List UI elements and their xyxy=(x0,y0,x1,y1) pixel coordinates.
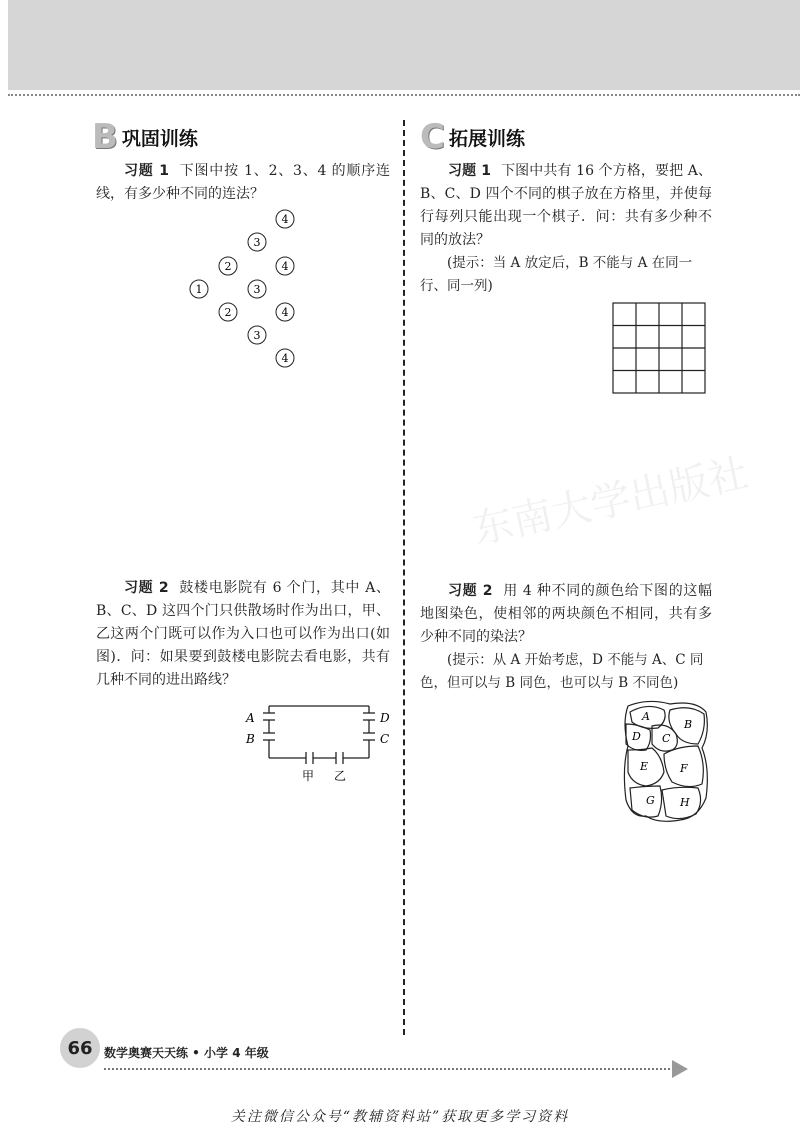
region-a-label: A xyxy=(642,710,650,723)
section-b-title: 巩固训练 xyxy=(121,127,198,150)
right-problem-2-text: 用 4 种不同的颜色给下图的这幅地图染色，使相邻的两块颜色不相同，共有多少种不同的染法？ xyxy=(420,583,712,645)
header-divider xyxy=(8,94,800,96)
connect-numbers-diagram xyxy=(180,205,310,375)
right-problem-1-hint: (提示：当 A 放定后，B 不能与 A 在同一行、同一列) xyxy=(420,255,693,294)
left-problem-2 xyxy=(96,577,390,692)
diagram-node xyxy=(276,349,294,367)
diagram-node xyxy=(276,303,294,321)
svg-text:3: 3 xyxy=(253,283,261,296)
bottom-note: 关注微信公众号“教辅资料站”获取更多学习资料 xyxy=(230,1109,570,1125)
svg-text:4: 4 xyxy=(281,352,289,365)
section-c-heading xyxy=(420,117,525,157)
footer-divider xyxy=(104,1068,674,1070)
region-e-label: E xyxy=(640,760,649,773)
diagram-node xyxy=(190,280,208,298)
publisher-watermark: 东南大学出版社 xyxy=(469,450,753,554)
diagram-node xyxy=(248,280,266,298)
right-problem-2-hint: (提示：从 A 开始考虑，D 不能与 A、C 同色，但可以与 B 同色，也可以与 B 不同色) xyxy=(420,652,704,691)
diagram-node xyxy=(248,326,266,344)
right-problem-2 xyxy=(420,580,712,649)
left-problem-2-label: 习题 2 xyxy=(124,580,169,596)
region-f-label: F xyxy=(680,762,688,775)
diagram-node xyxy=(248,233,266,251)
section-b-heading xyxy=(92,117,198,157)
right-problem-2-label: 习题 2 xyxy=(448,583,493,599)
svg-text:4: 4 xyxy=(281,306,289,319)
region-map xyxy=(618,698,713,825)
page-number: 66 xyxy=(60,1028,100,1068)
right-problem-1-label: 习题 1 xyxy=(448,163,491,179)
column-divider xyxy=(403,120,405,1035)
svg-text:4: 4 xyxy=(281,260,289,273)
svg-text:2: 2 xyxy=(224,306,232,319)
svg-text:3: 3 xyxy=(253,329,261,342)
diagram-node xyxy=(276,210,294,228)
svg-text:3: 3 xyxy=(253,236,261,249)
diagram-node xyxy=(276,257,294,275)
door-yi-label: 乙 xyxy=(334,769,347,783)
cinema-doors-diagram xyxy=(238,700,398,785)
section-c-title: 拓展训练 xyxy=(448,127,525,150)
door-b-label: B xyxy=(246,732,255,746)
left-problem-1 xyxy=(96,160,390,206)
diagram-node xyxy=(219,303,237,321)
svg-text:2: 2 xyxy=(224,260,232,273)
door-jia-label: 甲 xyxy=(302,769,315,783)
left-problem-1-label: 习题 1 xyxy=(124,163,169,179)
region-d-label: D xyxy=(632,730,641,743)
left-problem-2-text: 鼓楼电影院有 6 个门，其中 A、B、C、D 这四个门只供散场时作为出口，甲、乙这两个门既可以作为入口也可以作为出口(如图)．问：如果要到鼓楼电影院去看电影，共有几种不同的进出路线？ xyxy=(96,580,390,688)
right-problem-1-text: 下图中共有 16 个方格，要把 A、B、C、D 四个不同的棋子放在方格里，并使每行每列只能出现一个棋子．问：共有多少种不同的放法？ xyxy=(420,163,712,248)
section-b-letter: B xyxy=(92,117,118,157)
svg-text:4: 4 xyxy=(281,213,289,226)
section-c-letter: C xyxy=(420,117,445,157)
arrow-right-icon xyxy=(672,1060,688,1078)
region-g-label: G xyxy=(646,794,655,807)
book-title: 数学奥赛天天练 • 小学 4 年级 xyxy=(104,1046,269,1060)
left-problem-1-text: 下图中按 1、2、3、4 的顺序连线，有多少种不同的连法？ xyxy=(96,163,390,202)
svg-text:1: 1 xyxy=(195,283,203,296)
region-b-label: B xyxy=(684,718,693,731)
four-by-four-grid xyxy=(612,302,708,396)
door-d-label: D xyxy=(380,711,390,725)
header-band xyxy=(8,0,800,90)
right-problem-1 xyxy=(420,160,712,252)
diagram-node xyxy=(219,257,237,275)
region-c-label: C xyxy=(662,732,671,745)
door-c-label: C xyxy=(380,732,390,746)
region-h-label: H xyxy=(680,796,690,809)
door-a-label: A xyxy=(246,711,255,725)
